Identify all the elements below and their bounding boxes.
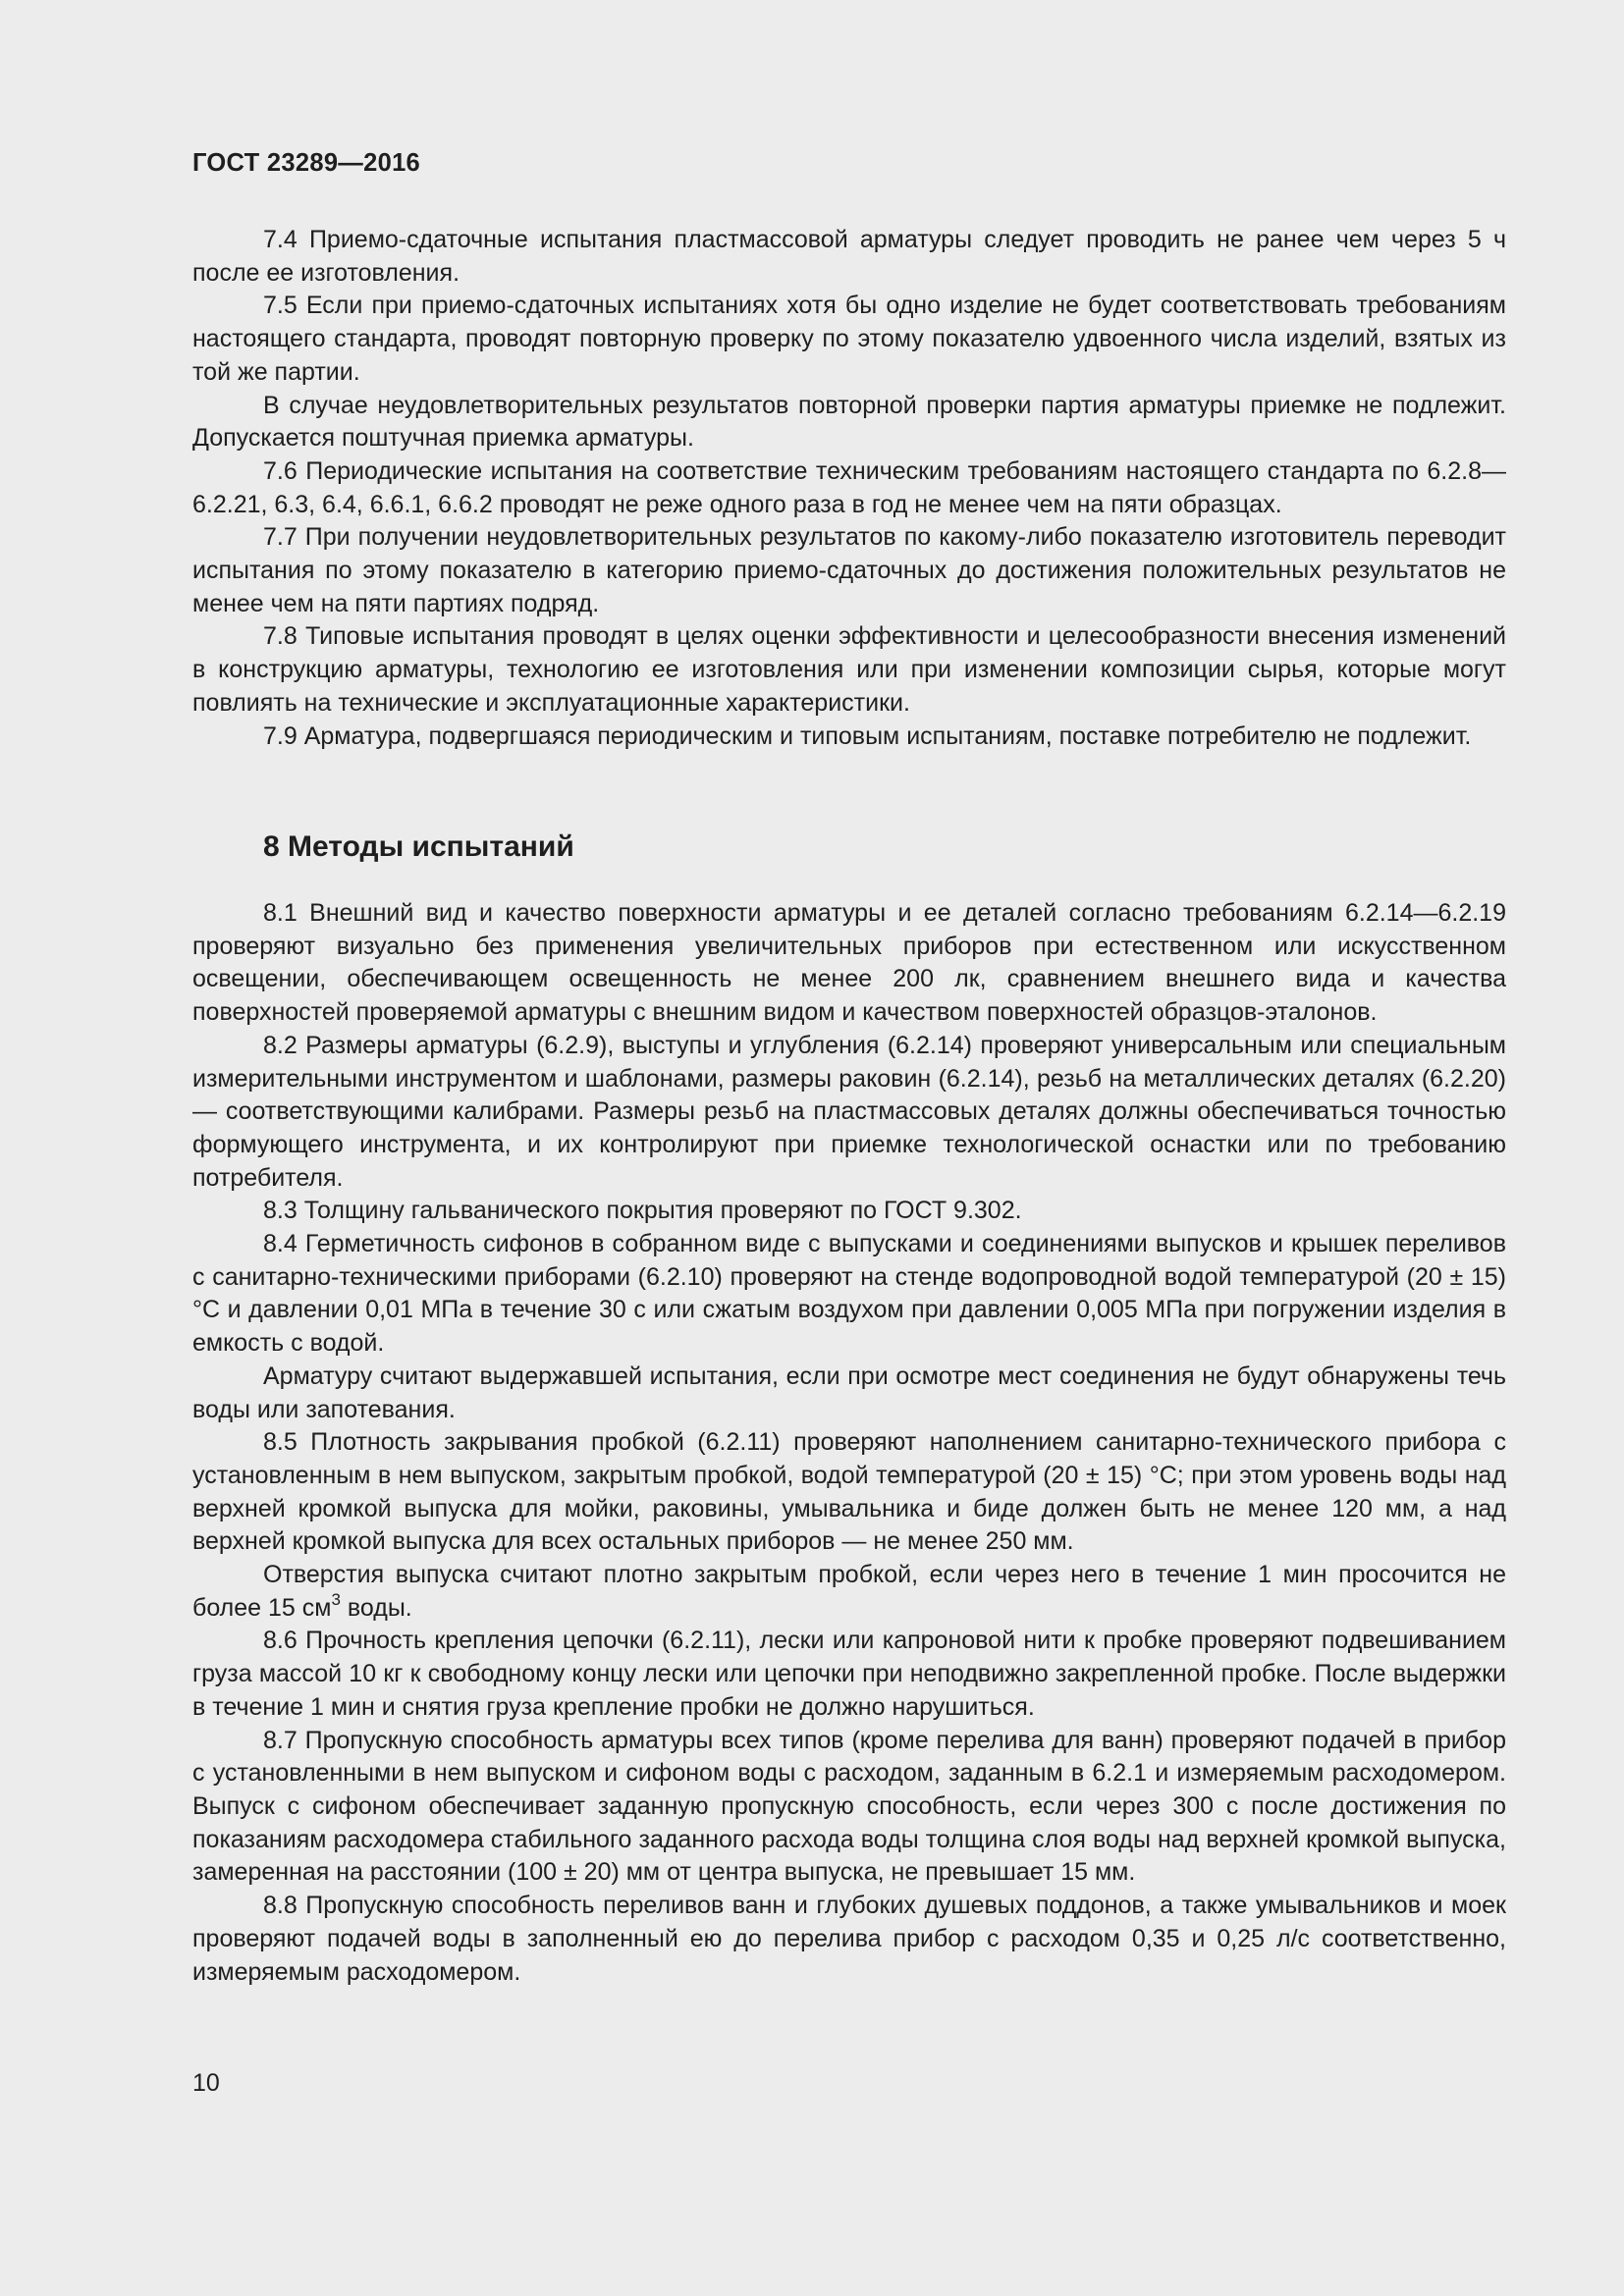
page-number: 10 [192,2069,220,2097]
section-8-body [192,897,1506,1989]
paragraph-8-1: 8.1 Внешний вид и качество поверхности арматуры и ее деталей согласно требованиям 6.2.14—6.2.19 проверяют визуально без применения увеличительных приборов при естественном или искусственном освещении, обеспечивающем освещенность не менее 200 лк, сравнением внешнего вида и качества поверхностей проверяемой арматуры с внешним видом и качеством поверхностей образцов-эталонов. [192,899,1506,1027]
paragraph-8-7: 8.7 Пропускную способность арматуры всех типов (кроме перелива для ванн) проверяют подачей в прибор с установленными в нем выпуском и сифоном воды с расходом, заданным в 6.2.1 и измеряемым расходомером. Выпуск с сифоном обеспечивает заданную пропускную способность, если через 300 с после достижения по показаниям расходомера стабильного заданного расхода воды толщина слоя воды над верхней кромкой выпуска, замеренная на расстоянии (100 ± 20) мм от центра выпуска, не превышает 15 мм. [192,1726,1506,1887]
paragraph-8-4: 8.4 Герметичность сифонов в собранном виде с выпусками и соединениями выпусков и крышек переливов с санитарно-техническими приборами (6.2.10) проверяют на стенде водопроводной водой температурой (20 ± 15) °С и давлении 0,01 МПа в течение 30 с или сжатым воздухом при давлении 0,005 МПа при погружении изделия в емкость с водой. [192,1230,1506,1358]
paragraph-8-5-note-tail: воды. [340,1593,412,1622]
paragraph-7-4: 7.4 Приемо-сдаточные испытания пластмассовой арматуры следует проводить не ранее чем через 5 ч после ее изготовления. [192,226,1506,287]
paragraph-8-8: 8.8 Пропускную способность переливов ванн и глубоких душевых поддонов, а также умывальников и моек проверяют подачей воды в заполненный ею до перелива прибор с расходом 0,35 и 0,25 л/с соответственно, измеряемым расходомером. [192,1892,1506,1986]
document-header: ГОСТ 23289—2016 [192,149,421,177]
superscript-3: 3 [331,1590,341,1610]
paragraph-8-5-note-text: Отверстия выпуска считают плотно закрытым пробкой, если через него в течение 1 мин просочится не более 15 см [192,1561,1506,1622]
paragraph-8-3: 8.3 Толщину гальванического покрытия проверяют по ГОСТ 9.302. [263,1197,1022,1225]
paragraph-8-4-note: Арматуру считают выдержавшей испытания, если при осмотре мест соединения не будут обнаружены течь воды или запотевания. [192,1362,1506,1423]
paragraph-7-5: 7.5 Если при приемо-сдаточных испытаниях хотя бы одно изделие не будет соответствовать требованиям настоящего стандарта, проводят повторную проверку по этому показателю удвоенного числа изделий, взятых из той же партии. [192,292,1506,386]
paragraph-7-7: 7.7 При получении неудовлетворительных результатов по какому-либо показателю изготовитель переводит испытания по этому показателю в категорию приемо-сдаточных до достижения положительных результатов не менее чем на пяти партиях подряд. [192,523,1506,617]
paragraph-7-9: 7.9 Арматура, подвергшаяся периодическим и типовым испытаниям, поставке потребителю не подлежит. [263,721,1472,750]
paragraph-8-6: 8.6 Прочность крепления цепочки (6.2.11), лески или капроновой нити к пробке проверяют подвешиванием груза массой 10 кг к свободному концу лески или цепочки при неподвижно закрепленной пробке. После выдержки в течение 1 мин и снятия груза крепление пробки не должно нарушиться. [192,1627,1506,1721]
paragraph-8-2: 8.2 Размеры арматуры (6.2.9), выступы и углубления (6.2.14) проверяют универсальным или специальным измерительными инструментом и шаблонами, размеры раковин (6.2.14), резьб на металлических деталях (6.2.20) — соответствующими калибрами. Размеры резьб на пластмассовых деталях должны обеспечиваться точностью формующего инструмента, и их контролируют при приемке технологической оснастки или по требованию потребителя. [192,1031,1506,1192]
paragraph-7-8: 7.8 Типовые испытания проводят в целях оценки эффективности и целесообразности внесения изменений в конструкцию арматуры, технологию ее изготовления или при изменении композиции сырья, которые могут повлиять на технические и эксплуатационные характеристики. [192,622,1506,717]
paragraph-7-6: 7.6 Периодические испытания на соответствие техническим требованиям настоящего стандарта по 6.2.8—6.2.21, 6.3, 6.4, 6.6.1, 6.6.2 проводят не реже одного раза в год не менее чем на пяти образцах. [192,456,1506,518]
paragraph-8-5: 8.5 Плотность закрывания пробкой (6.2.11) проверяют наполнением санитарно-технического прибора с установленным в нем выпуском, закрытым пробкой, водой температурой (20 ± 15) °С; при этом уровень воды над верхней кромкой выпуска для мойки, раковины, умывальника и биде должен быть не менее 120 мм, а над верхней кромкой выпуска для всех остальных приборов — не менее 250 мм. [192,1428,1506,1556]
section-7-body [192,224,1506,753]
paragraph-7-5-note: В случае неудовлетворительных результатов повторной проверки партия арматуры приемке не подлежит. Допускается поштучная приемка арматуры. [192,391,1506,453]
section-8-heading: 8 Методы испытаний [263,830,574,863]
paragraph-8-5-note [192,1559,1506,1625]
